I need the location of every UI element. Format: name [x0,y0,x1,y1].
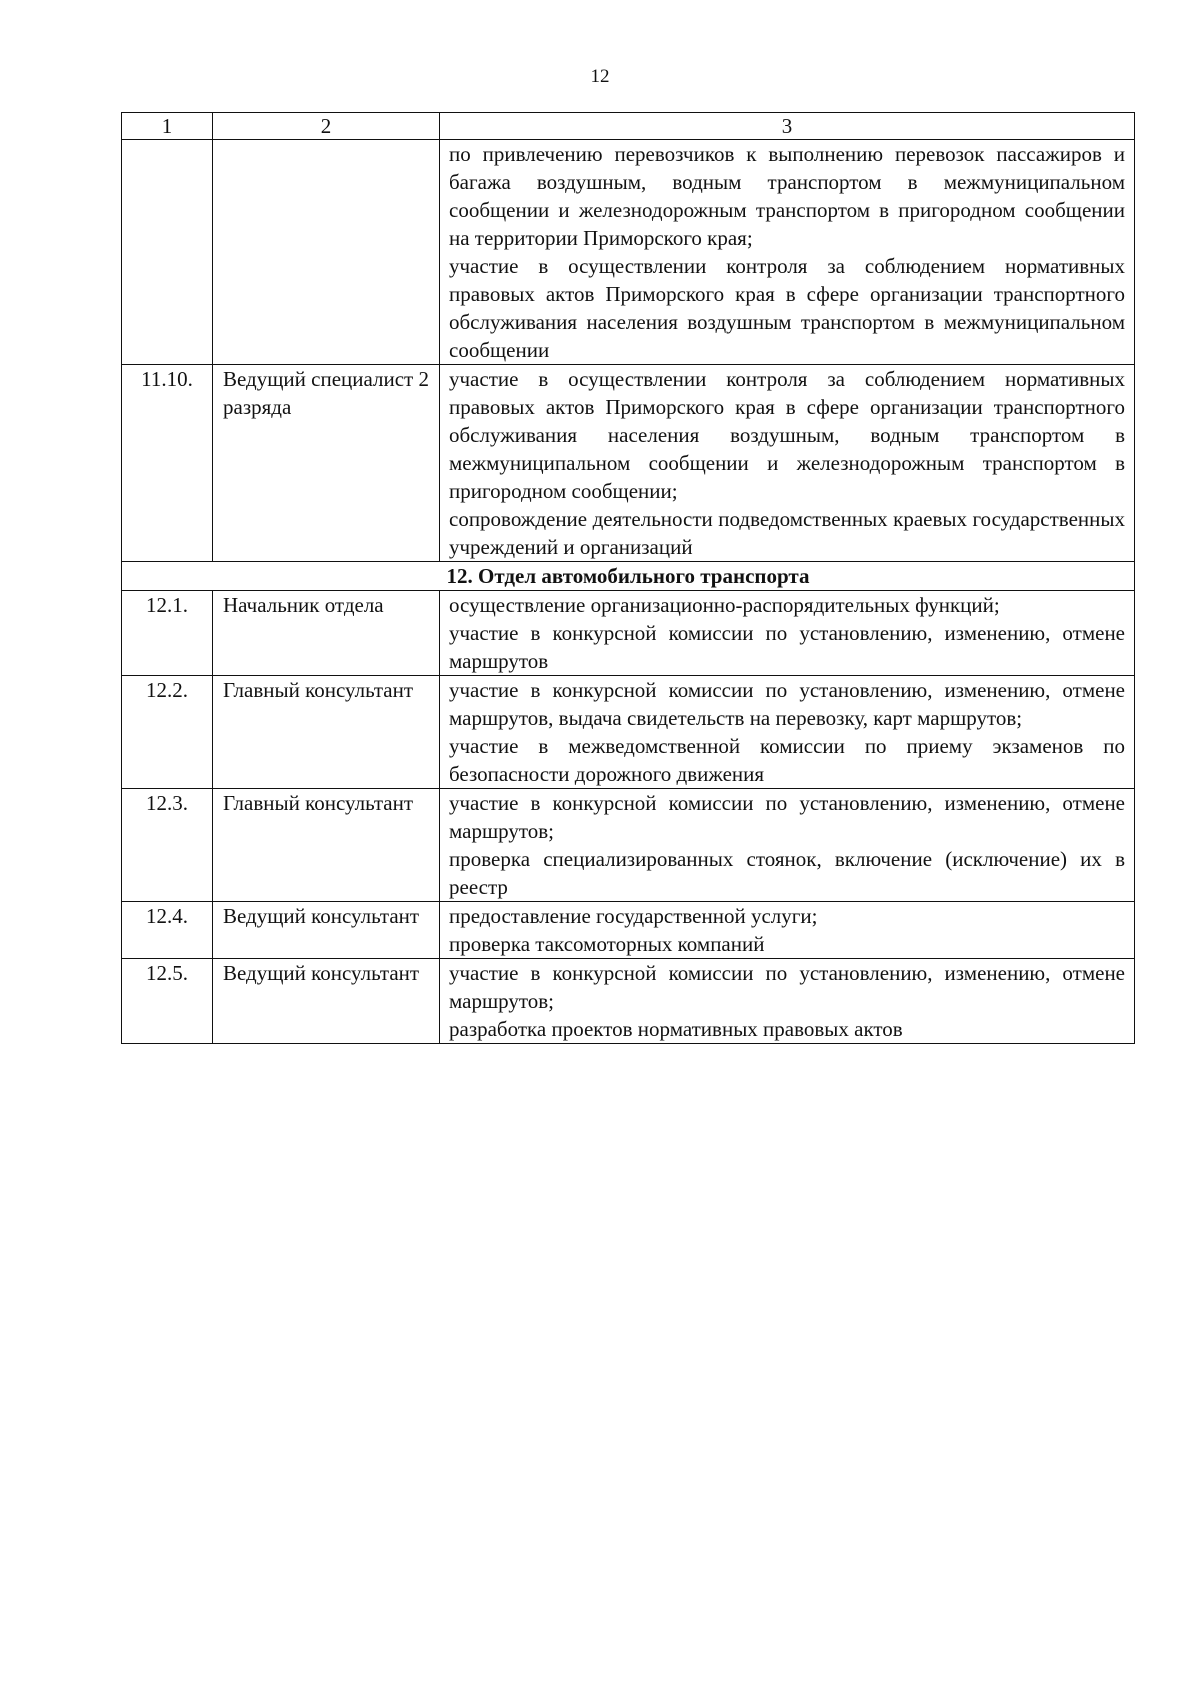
duty-text: разработка проектов нормативных правовых актов [449,1017,903,1041]
duty-text: участие в конкурсной комиссии по установлению, изменению, отмене маршрутов [449,621,1125,673]
row-number: 11.10. [122,365,213,562]
position-title [213,140,440,365]
table-row [122,902,1135,959]
duty-text: участие в осуществлении контроля за соблюдением нормативных правовых актов Приморского края в сфере организации транспортного обслуживания населения воздушным транспортом в межмуниципальном сообщении [449,254,1125,362]
duties-cell [440,140,1135,365]
duty-text: по привлечению перевозчиков к выполнению перевозок пассажиров и багажа воздушным, водным транспортом в межмуниципальном сообщении и железнодорожным транспортом в пригородном сообщении на территории Приморского края; [449,142,1125,250]
duty-text: участие в конкурсной комиссии по установлению, изменению, отмене маршрутов; [449,961,1125,1013]
duty-text: проверка специализированных стоянок, включение (исключение) их в реестр [449,847,1125,899]
row-number: 12.4. [122,902,213,959]
row-number: 12.3. [122,789,213,902]
duties-cell [440,959,1135,1044]
row-number: 12.2. [122,676,213,789]
table-header-row [122,113,1135,140]
table-body [122,113,1135,1044]
table-row [122,591,1135,676]
position-title: Начальник отдела [213,591,440,676]
table-row [122,365,1135,562]
duty-text: участие в конкурсной комиссии по установлению, изменению, отмене маршрутов, выдача свидетельств на перевозку, карт маршрутов; [449,678,1125,730]
duties-cell [440,591,1135,676]
duty-text: сопровождение деятельности подведомственных краевых государственных учреждений и организаций [449,507,1125,559]
position-title: Ведущий специалист 2 разряда [213,365,440,562]
duty-text: осуществление организационно-распорядительных функций; [449,593,1000,617]
position-title: Ведущий консультант [213,902,440,959]
header-col-1: 1 [122,113,213,140]
duty-text: участие в осуществлении контроля за соблюдением нормативных правовых актов Приморского края в сфере организации транспортного обслуживания населения воздушным, водным транспортом в межмуниципальном сообщении и железнодорожным транспортом в пригородном сообщении; [449,367,1125,503]
header-col-2: 2 [213,113,440,140]
duties-table [121,112,1135,1044]
duties-cell [440,902,1135,959]
duty-text: участие в конкурсной комиссии по установлению, изменению, отмене маршрутов; [449,791,1125,843]
position-title: Главный консультант [213,676,440,789]
table-row [122,140,1135,365]
duty-text: участие в межведомственной комиссии по приему экзаменов по безопасности дорожного движения [449,734,1125,786]
table-row [122,789,1135,902]
duty-text: предоставление государственной услуги; [449,904,818,928]
table-row [122,676,1135,789]
duties-cell [440,365,1135,562]
position-title: Ведущий консультант [213,959,440,1044]
duties-cell [440,676,1135,789]
table-row [122,959,1135,1044]
duty-text: проверка таксомоторных компаний [449,932,765,956]
section-title: 12. Отдел автомобильного транспорта [122,562,1135,591]
position-title: Главный консультант [213,789,440,902]
row-number [122,140,213,365]
header-col-3: 3 [440,113,1135,140]
section-heading-row [122,562,1135,591]
duties-cell [440,789,1135,902]
page-number: 12 [590,66,610,87]
row-number: 12.1. [122,591,213,676]
row-number: 12.5. [122,959,213,1044]
